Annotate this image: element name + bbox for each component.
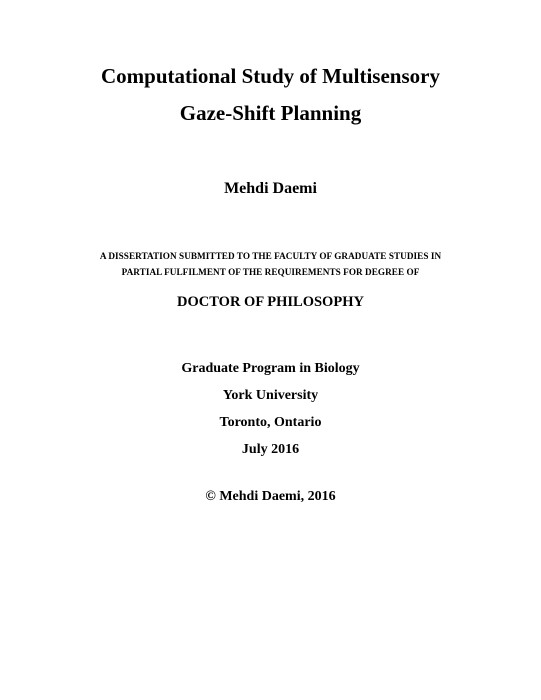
title-line-2: Gaze-Shift Planning xyxy=(179,101,362,125)
submission-date: July 2016 xyxy=(241,442,300,457)
graduate-program: Graduate Program in Biology xyxy=(181,361,360,376)
statement-line-1: A DISSERTATION SUBMITTED TO THE FACULTY OF GRADUATE STUDIES IN xyxy=(99,251,442,261)
statement-line-2: PARTIAL FULFILMENT OF THE REQUIREMENTS FOR DEGREE OF xyxy=(121,267,420,277)
degree-title: DOCTOR OF PHILOSOPHY xyxy=(177,294,364,310)
location: Toronto, Ontario xyxy=(219,415,322,430)
title-line-1: Computational Study of Multisensory xyxy=(101,64,440,88)
university-name: York University xyxy=(222,388,319,403)
author-name: Mehdi Daemi xyxy=(224,180,317,197)
copyright-notice: © Mehdi Daemi, 2016 xyxy=(205,489,336,504)
